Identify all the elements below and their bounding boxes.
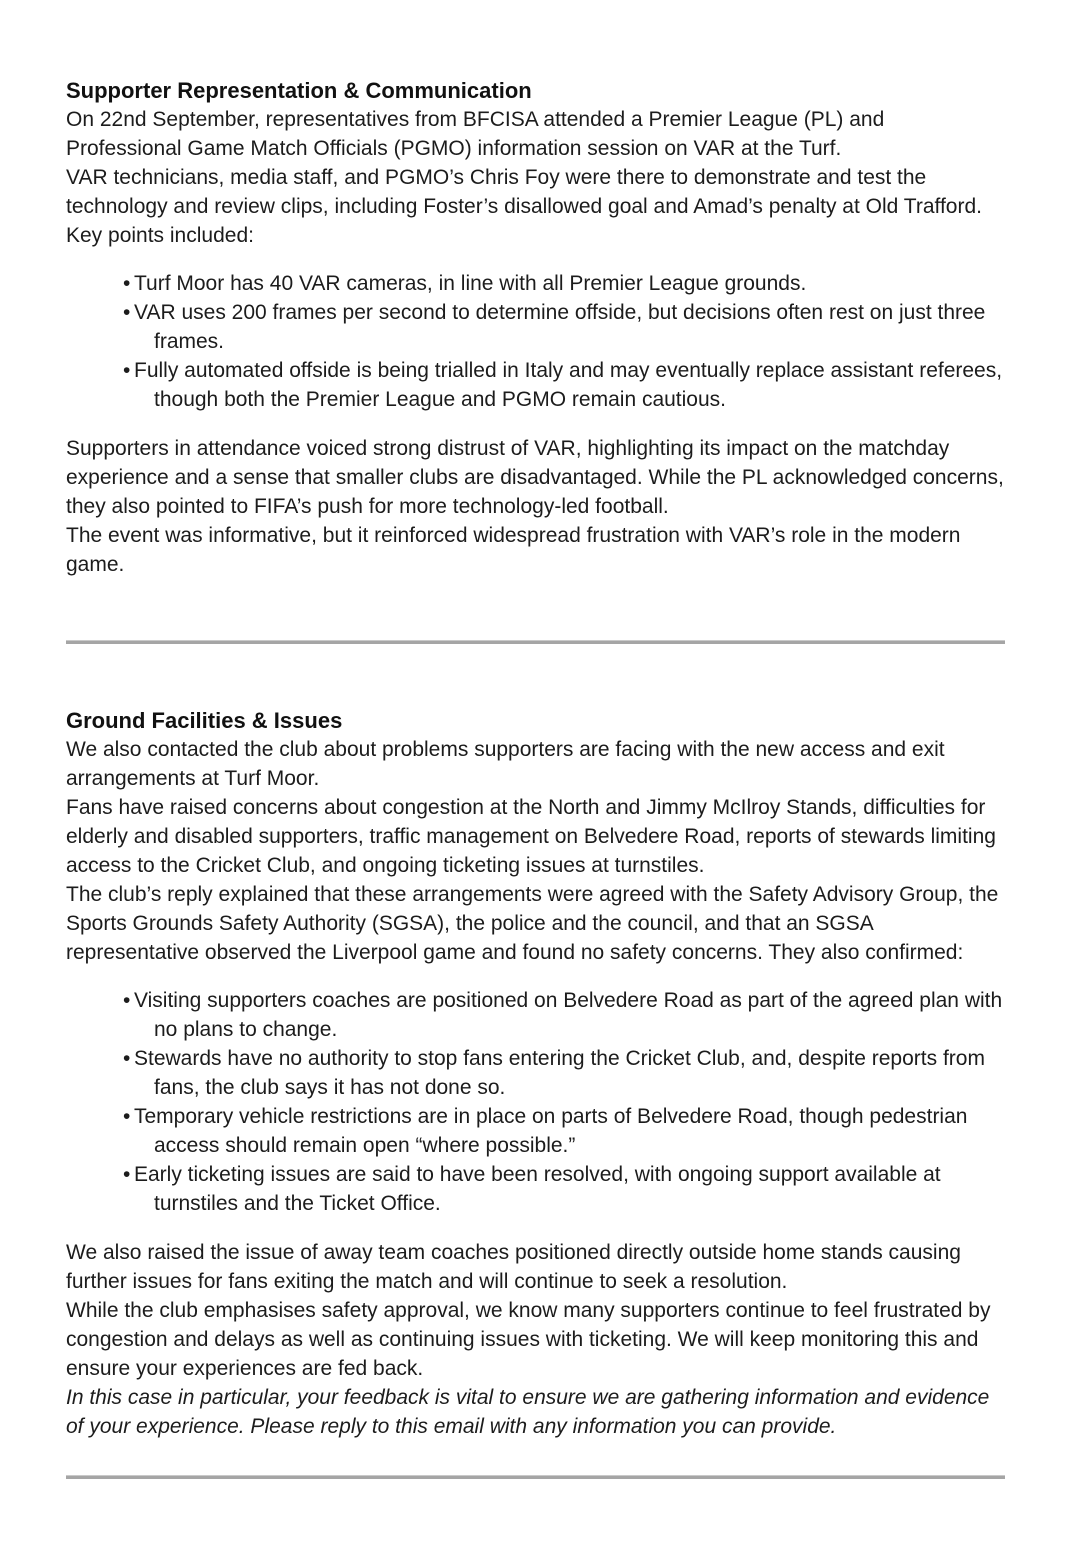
bullet-item: • Stewards have no authority to stop fans entering the Cricket Club, and, despite reports from fans, the club says it has not done so.: [66, 1044, 1005, 1102]
section-divider: [66, 640, 1005, 644]
section-heading-supporter-representation: Supporter Representation & Communication: [66, 78, 532, 103]
section-ground-facilities: [66, 706, 1005, 1441]
bullet-item: • Turf Moor has 40 VAR cameras, in line with all Premier League grounds.: [66, 269, 1005, 298]
bullet-item: • Temporary vehicle restrictions are in place on parts of Belvedere Road, though pedestrian access should remain open “where possible.”: [66, 1102, 1005, 1160]
paragraph: The event was informative, but it reinforced widespread frustration with VAR’s role in the modern game.: [66, 524, 961, 576]
section-heading-ground-facilities: Ground Facilities & Issues: [66, 708, 343, 733]
bullet-item: • Visiting supporters coaches are positioned on Belvedere Road as part of the agreed plan with no plans to change.: [66, 986, 1005, 1044]
section-divider: [66, 1475, 1005, 1479]
section-supporter-representation: [66, 76, 1005, 579]
feedback-request-note: In this case in particular, your feedback is vital to ensure we are gathering information and evidence of your experience. Please reply to this email with any information you can provide.: [66, 1386, 990, 1438]
paragraph: Key points included:: [66, 224, 254, 247]
paragraph: We also raised the issue of away team coaches positioned directly outside home stands causing further issues for fans exiting the match and will continue to seek a resolution.: [66, 1241, 961, 1293]
paragraph: Supporters in attendance voiced strong distrust of VAR, highlighting its impact on the matchday experience and a sense that smaller clubs are disadvantaged. While the PL acknowledged concerns, they also pointed to FIFA’s push for more technology-led football.: [66, 437, 1004, 518]
bullet-list-club-confirmations: [66, 986, 1005, 1218]
paragraph: The club’s reply explained that these arrangements were agreed with the Safety Advisory Group, the Sports Grounds Safety Authority (SGSA), the police and the council, and that an SGSA representative observed the Liverpool game and found no safety concerns. They also confirmed:: [66, 883, 999, 964]
bullet-item: • Early ticketing issues are said to have been resolved, with ongoing support available at turnstiles and the Ticket Office.: [66, 1160, 1005, 1218]
paragraph: While the club emphasises safety approval, we know many supporters continue to feel frustrated by congestion and delays as well as continuing issues with ticketing. We will keep monitoring this and ensure your experiences are fed back.: [66, 1299, 991, 1380]
paragraph: We also contacted the club about problems supporters are facing with the new access and exit arrangements at Turf Moor.: [66, 738, 945, 790]
paragraph: On 22nd September, representatives from BFCISA attended a Premier League (PL) and Professional Game Match Officials (PGMO) information session on VAR at the Turf.: [66, 108, 885, 160]
paragraph: VAR technicians, media staff, and PGMO’s Chris Foy were there to demonstrate and test the technology and review clips, including Foster’s disallowed goal and Amad’s penalty at Old Trafford.: [66, 166, 982, 218]
bullet-list-var-key-points: [66, 269, 1005, 414]
paragraph: Fans have raised concerns about congestion at the North and Jimmy McIlroy Stands, difficulties for elderly and disabled supporters, traffic management on Belvedere Road, reports of stewards limiting access to the Cricket Club, and ongoing ticketing issues at turnstiles.: [66, 796, 996, 877]
bullet-item: • Fully automated offside is being trialled in Italy and may eventually replace assistant referees, though both the Premier League and PGMO remain cautious.: [66, 356, 1005, 414]
bullet-item: • VAR uses 200 frames per second to determine offside, but decisions often rest on just three frames.: [66, 298, 1005, 356]
